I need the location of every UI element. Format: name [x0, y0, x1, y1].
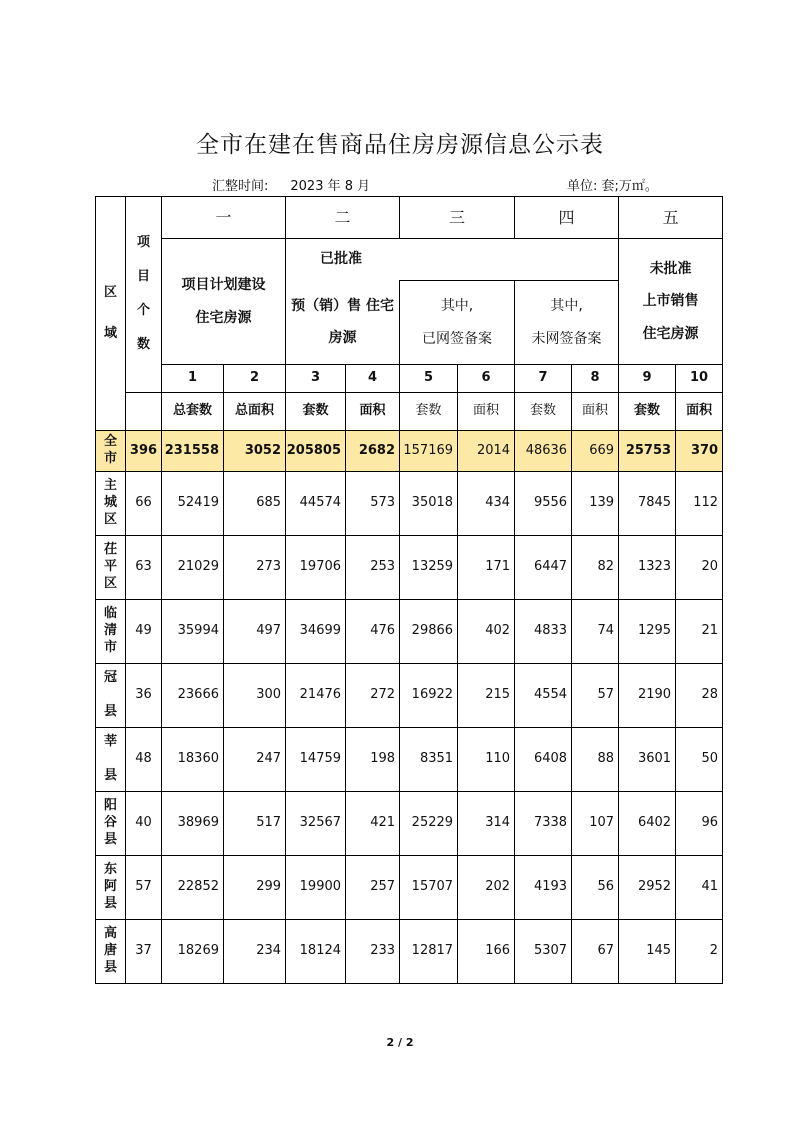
col-number: 6	[458, 365, 515, 393]
summary-time-label: 汇整时间:	[212, 179, 269, 194]
value-cell: 13259	[400, 536, 458, 600]
col-label: 面积	[572, 393, 619, 431]
value-cell: 402	[458, 600, 515, 664]
value-cell: 157169	[400, 431, 458, 472]
value-cell: 2190	[619, 664, 676, 728]
col-label: 面积	[346, 393, 400, 431]
value-cell: 257	[346, 856, 400, 920]
value-cell: 685	[224, 472, 286, 536]
value-cell: 21029	[162, 536, 224, 600]
value-cell: 573	[346, 472, 400, 536]
col-label: 面积	[458, 393, 515, 431]
region-cell: 阳 谷 县	[96, 792, 126, 856]
count-cell: 57	[126, 856, 162, 920]
value-cell: 7338	[515, 792, 572, 856]
value-cell: 110	[458, 728, 515, 792]
value-cell: 96	[676, 792, 723, 856]
group-desc-4: 其中, 未网签备案	[515, 281, 619, 365]
group-header-3: 三	[400, 197, 515, 239]
value-cell: 421	[346, 792, 400, 856]
group-header-2: 二	[286, 197, 400, 239]
value-cell: 231558	[162, 431, 224, 472]
value-cell: 74	[572, 600, 619, 664]
count-cell: 396	[126, 431, 162, 472]
value-cell: 25229	[400, 792, 458, 856]
group-desc-2: 预（销）售 住宅房源	[286, 281, 400, 365]
value-cell: 1323	[619, 536, 676, 600]
table-row	[96, 792, 723, 856]
summary-time	[212, 175, 370, 194]
value-cell: 67	[572, 920, 619, 984]
value-cell: 2952	[619, 856, 676, 920]
value-cell: 41	[676, 856, 723, 920]
value-cell: 18124	[286, 920, 346, 984]
value-cell: 38969	[162, 792, 224, 856]
table-row	[96, 920, 723, 984]
count-cell: 66	[126, 472, 162, 536]
value-cell: 15707	[400, 856, 458, 920]
region-cell: 东 阿 县	[96, 856, 126, 920]
value-cell: 35994	[162, 600, 224, 664]
group-header-5: 五	[619, 197, 723, 239]
col-label: 总套数	[162, 393, 224, 431]
group-header-1: 一	[162, 197, 286, 239]
value-cell: 434	[458, 472, 515, 536]
table-row	[96, 600, 723, 664]
value-cell: 198	[346, 728, 400, 792]
housing-table	[95, 196, 723, 984]
value-cell: 107	[572, 792, 619, 856]
project-count-header-tail	[126, 393, 162, 431]
summary-time-value: 2023 年 8 月	[290, 179, 371, 194]
col-number: 2	[224, 365, 286, 393]
value-cell: 16922	[400, 664, 458, 728]
project-count-header: 项 目 个 数	[126, 197, 162, 393]
value-cell: 34699	[286, 600, 346, 664]
region-header: 区 域	[96, 197, 126, 431]
value-cell: 517	[224, 792, 286, 856]
value-cell: 205805	[286, 431, 346, 472]
count-cell: 63	[126, 536, 162, 600]
value-cell: 3601	[619, 728, 676, 792]
value-cell: 370	[676, 431, 723, 472]
value-cell: 48636	[515, 431, 572, 472]
col-number: 8	[572, 365, 619, 393]
value-cell: 3052	[224, 431, 286, 472]
col-number: 3	[286, 365, 346, 393]
value-cell: 202	[458, 856, 515, 920]
unit-label: 单位: 套;万㎡。	[567, 179, 658, 194]
group-desc-5: 未批准 上市销售 住宅房源	[619, 239, 723, 365]
value-cell: 4833	[515, 600, 572, 664]
value-cell: 88	[572, 728, 619, 792]
value-cell: 247	[224, 728, 286, 792]
value-cell: 22852	[162, 856, 224, 920]
value-cell: 6447	[515, 536, 572, 600]
value-cell: 20	[676, 536, 723, 600]
value-cell: 314	[458, 792, 515, 856]
count-cell: 36	[126, 664, 162, 728]
table-row	[96, 728, 723, 792]
value-cell: 139	[572, 472, 619, 536]
region-cell: 茌 平 区	[96, 536, 126, 600]
value-cell: 1295	[619, 600, 676, 664]
group-desc-2-top: 已批准	[286, 239, 619, 281]
value-cell: 2014	[458, 431, 515, 472]
value-cell: 32567	[286, 792, 346, 856]
value-cell: 669	[572, 431, 619, 472]
value-cell: 476	[346, 600, 400, 664]
value-cell: 25753	[619, 431, 676, 472]
value-cell: 497	[224, 600, 286, 664]
count-cell: 48	[126, 728, 162, 792]
col-number: 1	[162, 365, 224, 393]
value-cell: 52419	[162, 472, 224, 536]
value-cell: 215	[458, 664, 515, 728]
value-cell: 299	[224, 856, 286, 920]
value-cell: 50	[676, 728, 723, 792]
col-number: 5	[400, 365, 458, 393]
value-cell: 8351	[400, 728, 458, 792]
value-cell: 35018	[400, 472, 458, 536]
table-row	[96, 536, 723, 600]
region-cell: 全 市	[96, 431, 126, 472]
col-label: 总面积	[224, 393, 286, 431]
region-cell: 莘 县	[96, 728, 126, 792]
group-desc-1: 项目计划建设 住宅房源	[162, 239, 286, 365]
value-cell: 253	[346, 536, 400, 600]
region-cell: 冠 县	[96, 664, 126, 728]
value-cell: 44574	[286, 472, 346, 536]
value-cell: 19706	[286, 536, 346, 600]
col-label: 面积	[676, 393, 723, 431]
value-cell: 2682	[346, 431, 400, 472]
value-cell: 18269	[162, 920, 224, 984]
value-cell: 21476	[286, 664, 346, 728]
count-cell: 40	[126, 792, 162, 856]
value-cell: 14759	[286, 728, 346, 792]
value-cell: 171	[458, 536, 515, 600]
value-cell: 29866	[400, 600, 458, 664]
col-number: 10	[676, 365, 723, 393]
count-cell: 37	[126, 920, 162, 984]
count-cell: 49	[126, 600, 162, 664]
value-cell: 18360	[162, 728, 224, 792]
value-cell: 234	[224, 920, 286, 984]
page-number: 2 / 2	[386, 1036, 414, 1049]
value-cell: 233	[346, 920, 400, 984]
group-desc-3: 其中, 已网签备案	[400, 281, 515, 365]
region-cell: 主 城 区	[96, 472, 126, 536]
value-cell: 12817	[400, 920, 458, 984]
value-cell: 57	[572, 664, 619, 728]
value-cell: 300	[224, 664, 286, 728]
col-number: 7	[515, 365, 572, 393]
value-cell: 4193	[515, 856, 572, 920]
col-label: 套数	[619, 393, 676, 431]
value-cell: 23666	[162, 664, 224, 728]
value-cell: 4554	[515, 664, 572, 728]
page-title: 全市在建在售商品住房房源信息公示表	[196, 132, 604, 158]
value-cell: 6408	[515, 728, 572, 792]
group-header-4: 四	[515, 197, 619, 239]
value-cell: 7845	[619, 472, 676, 536]
col-label: 套数	[515, 393, 572, 431]
table-row-total	[96, 431, 723, 472]
value-cell: 6402	[619, 792, 676, 856]
value-cell: 56	[572, 856, 619, 920]
table-row	[96, 472, 723, 536]
value-cell: 272	[346, 664, 400, 728]
value-cell: 28	[676, 664, 723, 728]
table-row	[96, 664, 723, 728]
col-number: 9	[619, 365, 676, 393]
table-row	[96, 856, 723, 920]
value-cell: 166	[458, 920, 515, 984]
col-number: 4	[346, 365, 400, 393]
value-cell: 2	[676, 920, 723, 984]
col-label: 套数	[400, 393, 458, 431]
value-cell: 145	[619, 920, 676, 984]
value-cell: 82	[572, 536, 619, 600]
value-cell: 19900	[286, 856, 346, 920]
value-cell: 5307	[515, 920, 572, 984]
region-cell: 临 清 市	[96, 600, 126, 664]
value-cell: 112	[676, 472, 723, 536]
value-cell: 9556	[515, 472, 572, 536]
value-cell: 21	[676, 600, 723, 664]
col-label: 套数	[286, 393, 346, 431]
region-cell: 高 唐 县	[96, 920, 126, 984]
value-cell: 273	[224, 536, 286, 600]
